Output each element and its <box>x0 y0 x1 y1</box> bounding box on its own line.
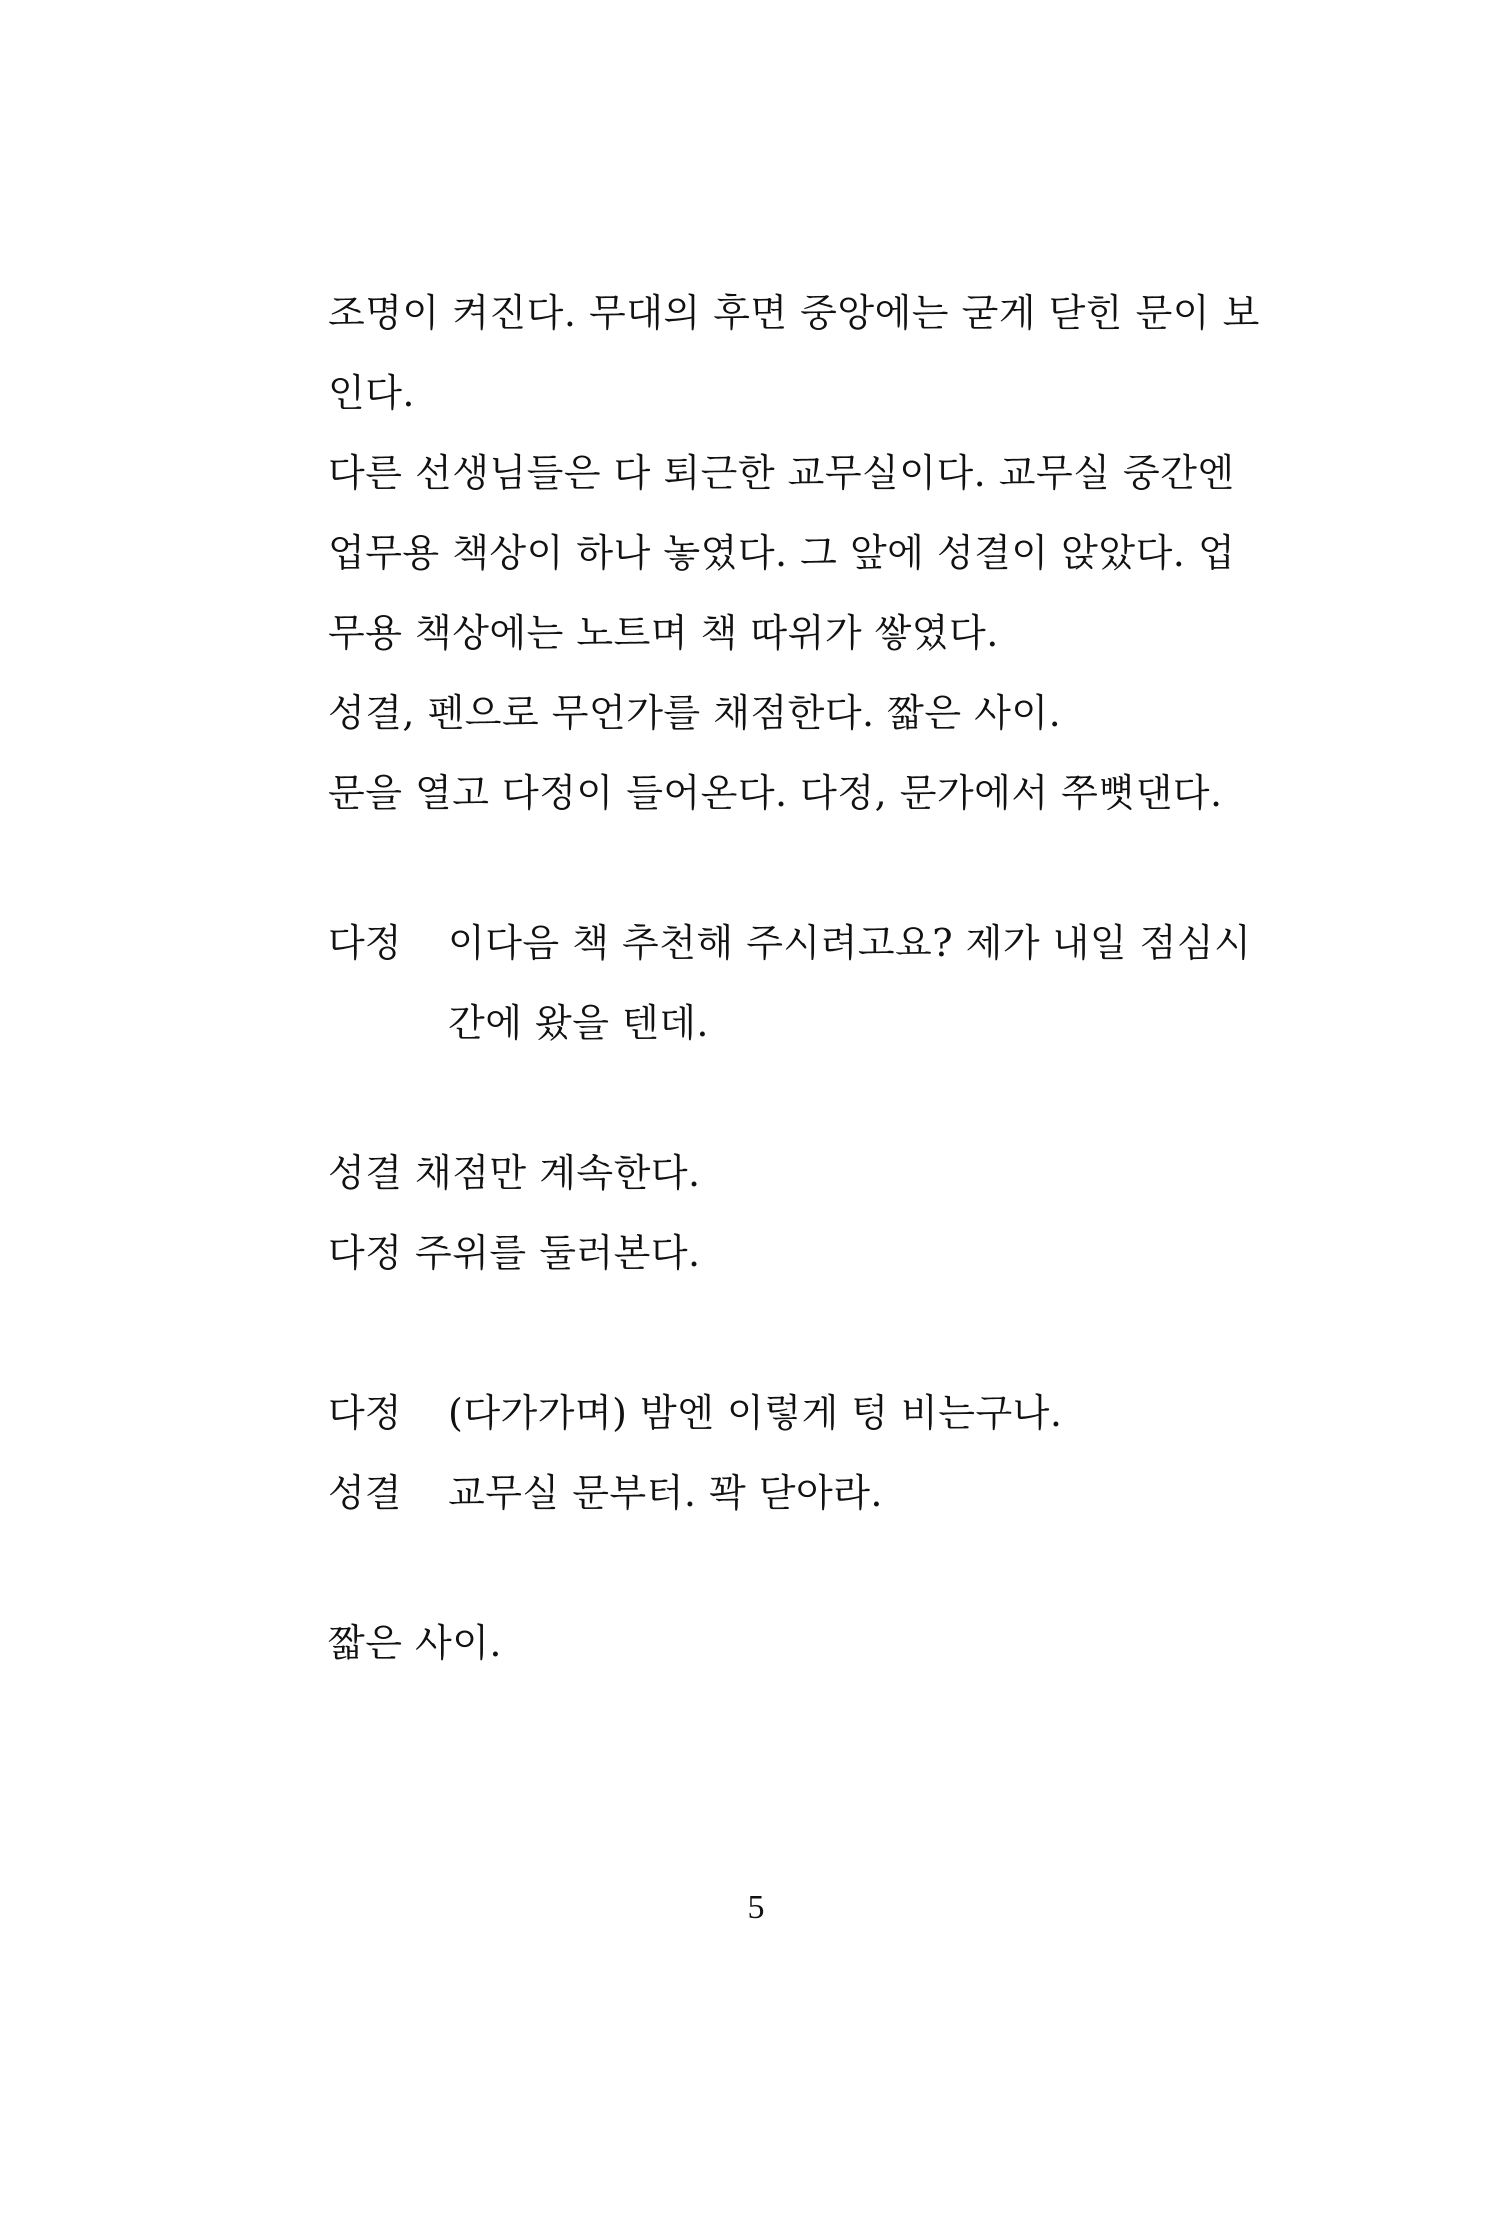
character-name: 다정 <box>328 1391 402 1435</box>
dialogue-line: 이다음 책 추천해 주시려고요? 제가 내일 점심시 <box>448 921 1252 965</box>
stage-direction-line: 업무용 책상이 하나 놓였다. 그 앞에 성결이 앉았다. 업 <box>328 531 1236 575</box>
stage-direction-line: 문을 열고 다정이 들어온다. 다정, 문가에서 쭈뼛댄다. <box>328 771 1223 815</box>
dialogue-line: (다가가며) 밤엔 이렇게 텅 비는구나. <box>448 1391 1063 1435</box>
stage-direction-line: 다른 선생님들은 다 퇴근한 교무실이다. 교무실 중간엔 <box>328 451 1235 495</box>
stage-direction-line: 조명이 켜진다. 무대의 후면 중앙에는 굳게 닫힌 문이 보 <box>328 291 1260 335</box>
stage-direction-line: 다정 주위를 둘러본다. <box>328 1231 701 1275</box>
dialogue-line: 간에 왔을 텐데. <box>448 1001 709 1045</box>
stage-direction-line: 짧은 사이. <box>328 1621 502 1665</box>
stage-direction-line: 인다. <box>328 371 415 415</box>
stage-direction-line: 성결 채점만 계속한다. <box>328 1151 701 1195</box>
character-name: 다정 <box>328 921 402 965</box>
character-name: 성결 <box>328 1471 402 1515</box>
stage-direction-line: 무용 책상에는 노트며 책 따위가 쌓였다. <box>328 611 999 655</box>
dialogue-line: 교무실 문부터. 꽉 닫아라. <box>448 1471 883 1515</box>
page-number: 5 <box>747 1889 765 1926</box>
stage-direction-line: 성결, 펜으로 무언가를 채점한다. 짧은 사이. <box>328 691 1062 735</box>
